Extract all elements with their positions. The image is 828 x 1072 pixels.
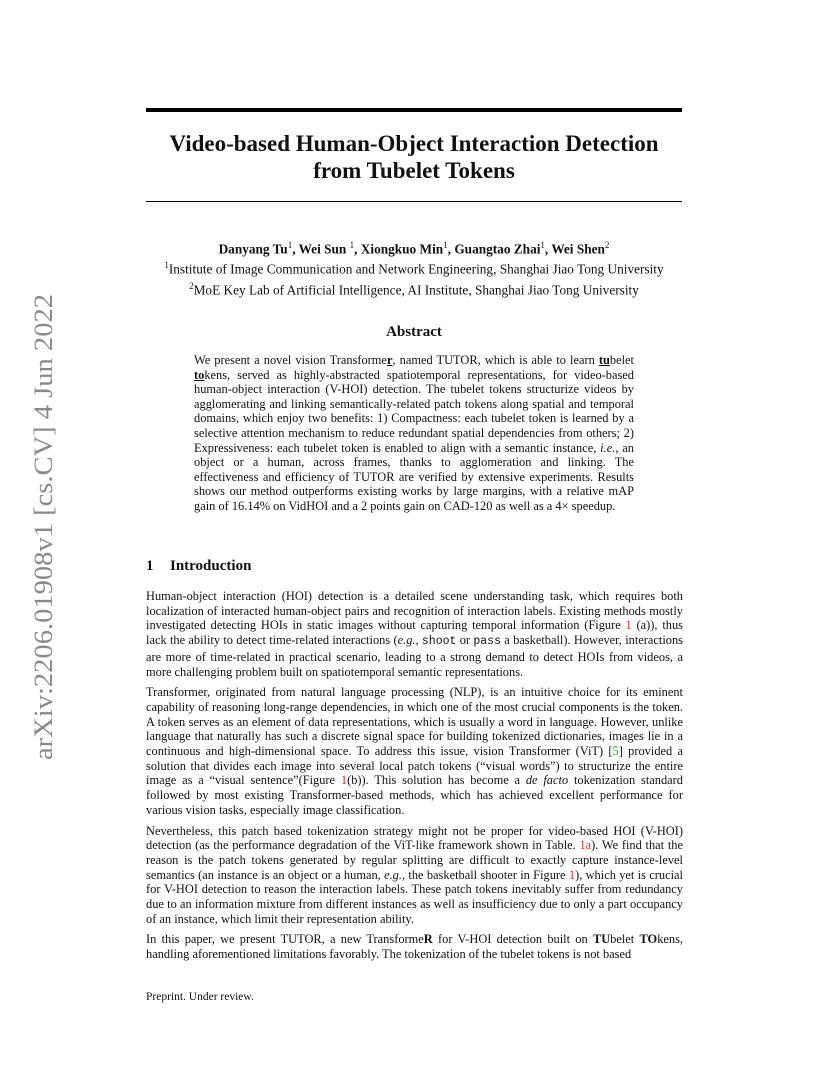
affiliation-2 <box>100 278 728 298</box>
paragraph <box>146 589 683 679</box>
bold-run: TO <box>639 932 658 947</box>
title-bottom-rule <box>146 201 682 202</box>
text-run: , <box>415 633 422 648</box>
abstract-fragment: kens, served as highly-abstracted spatiotemporal representations, for video-based human-object interaction (V-HOI) detection. The tubelet tokens structurize videos by agglomerating and linking semantically-related patch tokens along spatial and temporal domains, which enjoy two benefits: 1) Compactness: each tubelet token is learned by a selective attention mechanism to reduce redundant spatial dependencies from others; 2) Expressiveness: each tubelet token is enabled to align with a semantic instance, <box>194 367 634 455</box>
arxiv-identifier-stamp <box>16 292 64 762</box>
abstract-fragment: belet <box>609 353 634 367</box>
text-run: belet <box>610 932 640 947</box>
affiliation-1 <box>100 257 728 277</box>
affiliation-mark: 2 <box>189 280 194 291</box>
figure-reference-link[interactable]: 1 <box>340 773 348 788</box>
affiliation-mark: 1 <box>287 240 293 250</box>
text-run: Human-object interaction (HOI) detection is a detailed scene understanding task, which requires both localization of interacted human-object pairs and recognition of interaction labels. Existing methods mostly investigated detecting HOIs in static images without capturing temporal information (Figure <box>146 589 683 633</box>
arxiv-stamp-text: arXiv:2206.01908v1 [cs.CV] 4 Jun 2022 <box>29 335 58 760</box>
text-run: ). We find that the reason is the patch tokens generated by regular splitting are difficult to exactly capture instance-level semantics (an instance is an object or a human, <box>146 838 683 882</box>
text-run: Nevertheless, this patch based tokenization strategy might not be proper for video-based HOI (V-HOI) detection (as the performance degradation of the ViT-like framework shown in Table. <box>146 823 683 853</box>
abstract-fragment: , an object or a human, across frames, thanks to agglomeration and linking. The effectiveness and efficiency of TUTOR are verified by extensive experiments. Results shows our method outperforms existing works by large margins, with a relative mAP gain of 16.14% on VidHOI and a 2 points gain on CAD-120 as well as a 4× speedup. <box>194 440 634 513</box>
author-name: Danyang Tu <box>218 241 288 257</box>
abstract-text <box>194 353 634 514</box>
italic-run: de facto <box>525 773 569 788</box>
text-run: Transformer, originated from natural language processing (NLP), is an intuitive choice for its eminent capability of reasoning long-range dependencies, in which one of the most crucial components is the token. A token serves as an element of data representations, which is usually a word in language. However, unlike language that naturally has such a discrete signal space for building tokenized dictionaries, images lie in a continuous and high-dimensional space. To address this issue, vision Transformer (ViT) [ <box>146 685 683 759</box>
affiliation-text: Institute of Image Communication and Network Engineering, Shanghai Jiao Tong University <box>168 261 664 277</box>
abstract-emphasis: to <box>194 367 205 382</box>
text-run: ] provided a solution that divides each image into several local patch tokens (“visual words”) to structurize the entire image as a “visual sentence”(Figure <box>146 744 683 788</box>
text-run: kens, handling aforementioned limitations favorably. The tokenization of the tubelet tokens is not based <box>146 932 684 962</box>
affiliation-mark: 1 <box>443 240 448 250</box>
affiliation-mark: 2 <box>604 240 610 250</box>
abstract-emphasis: r <box>386 353 393 367</box>
preprint-footer: Preprint. Under review. <box>146 991 254 1003</box>
author-name: Guangtao Zhai <box>454 241 541 257</box>
affiliation-mark: 1 <box>349 240 355 250</box>
affiliation-mark: 1 <box>164 260 169 271</box>
abstract-fragment: We present a novel vision Transforme <box>194 353 387 367</box>
title-line-2: from Tubelet Tokens <box>313 158 515 183</box>
section-heading-introduction <box>146 558 251 575</box>
text-run: (a)), thus lack the ability to detect time-related interactions ( <box>146 618 683 648</box>
text-run: (b)). This solution has become a <box>347 773 526 788</box>
author-name: Wei Sun <box>298 241 347 257</box>
italic-run: e.g. <box>397 633 416 648</box>
paragraph <box>146 824 683 927</box>
paper-title <box>146 130 682 184</box>
bold-run: R <box>423 932 433 947</box>
code-run: shoot <box>421 635 457 649</box>
citation-link[interactable]: 5 <box>612 744 619 759</box>
text-run: In this paper, we present TUTOR, a new Transforme <box>146 932 424 947</box>
introduction-body <box>146 589 683 968</box>
table-reference-link[interactable]: 1a <box>579 838 592 853</box>
section-number: 1 <box>146 558 154 574</box>
title-top-rule <box>146 108 682 112</box>
text-run: , the basketball shooter in Figure <box>401 867 569 882</box>
abstract-fragment: , named TUTOR, which is able to learn <box>392 353 599 367</box>
text-run: tokenization standard followed by most existing Transformer-based methods, which has achieved excellent performance for various vision tasks, especially image classification. <box>146 773 683 817</box>
paragraph <box>146 685 683 817</box>
text-run: ), which yet is crucial for V-HOI detection to reason the interaction labels. These patch tokens inevitably suffer from redundancy due to an information mixture from different instances as well as insufficiency due to only a part occupancy of an instance, which limit their representation ability. <box>146 867 683 926</box>
abstract-emphasis: tu <box>598 353 610 367</box>
paragraph <box>146 932 683 961</box>
text-run: a basketball). However, interactions are more of time-related in practical scenario, leading to a strong demand to detect HOIs from videos, a more challenging problem built on spatiotemporal semantic representations. <box>146 633 683 679</box>
text-run: for V-HOI detection built on <box>432 932 593 947</box>
abstract-italic: i.e. <box>600 440 616 455</box>
italic-run: e.g. <box>384 867 402 882</box>
title-line-1: Video-based Human-Object Interaction Detection <box>169 131 659 156</box>
author-name: Wei Shen <box>551 241 605 257</box>
section-title: Introduction <box>170 558 252 574</box>
author-name: Xiongkuo Min <box>360 241 444 257</box>
code-run: pass <box>473 635 501 649</box>
author-block <box>100 237 728 298</box>
figure-reference-link[interactable]: 1 <box>625 618 632 633</box>
abstract-heading: Abstract <box>386 324 442 340</box>
affiliation-mark: 1 <box>540 240 545 250</box>
bold-run: TU <box>592 932 611 947</box>
affiliation-text: MoE Key Lab of Artificial Intelligence, AI Institute, Shanghai Jiao Tong University <box>193 282 639 298</box>
figure-reference-link[interactable]: 1 <box>568 867 576 882</box>
author-names: Danyang Tu$^1$, Wei Sun $^1$, Xiongkuo Min$^1$, Guangtao Zhai$^1$, Wei Shen$^2$ <box>218 240 610 257</box>
text-run: or <box>456 633 474 648</box>
